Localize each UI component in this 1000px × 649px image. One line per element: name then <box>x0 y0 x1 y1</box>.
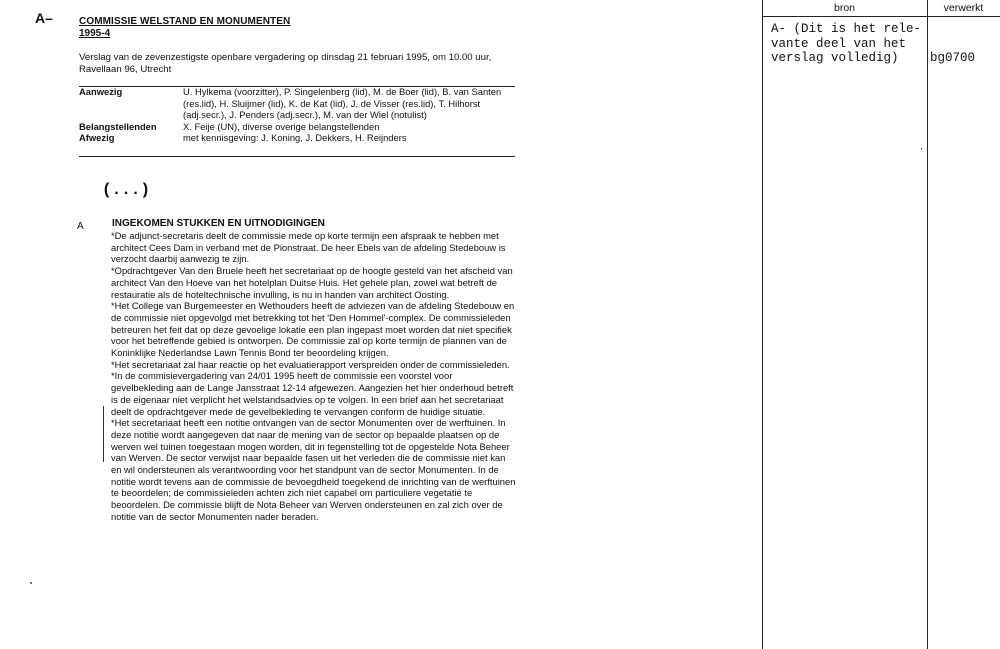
attendance-row <box>79 86 515 121</box>
attendance-value: U. Hylkema (voorzitter), P. Singelenberg (lid), M. de Boer (lid), B. van Santen (res.lid), H. Sluijmer (lid), K. de Kat (lid), J. de Visser (res.lid), T. Hilhorst (adj.secr.), J. Penders (adj.secr.), M. van der Wiel (notulist) <box>183 86 502 121</box>
section-item: *Het secretariaat heeft een notitie ontvangen van de sector Monumenten over de werftuinen. In deze notitie wordt aangegeven dat naar de mening van de sector op bepaalde plaatsen op de werven wel tuinen toegestaan mogen worden, dit in tegenstelling tot de opgestelde Nota Beheer van Werven. De sector verwijst naar bepaalde fasen uit het verleden die de commissie niet kan en wil ondersteunen als verantwoording voor het standpunt van de sector Monumenten. In de notitie wordt tevens aan de commissie de bevoegdheid toegekend de inrichting van de werftuinen te beoordelen; de commissieleden achten zich niet capabel om particuliere vegetatie te beoordelen. De commissie blijft de Nota Beheer van Werven ondersteunen en zal zich over de notitie van de sector Monumenten nader beraden. <box>111 417 516 522</box>
column-header-verwerkt: verwerkt <box>943 2 984 14</box>
attendance-value: met kennisgeving: J. Koning, J. Dekkers, H. Reijnders <box>183 132 407 144</box>
section-item: *Opdrachtgever Van den Bruele heeft het secretariaat op de hoogte gesteld van het afscheid van architect Van den Hoeve van het hotelplan Duitse Huis. Het gehele plan, zowel wat betreft de restauratie als de hoteltechnische invulling, is nu in handen van architect Oosting. <box>111 265 513 300</box>
attendance-bottom-rule <box>79 156 515 157</box>
ledger-left-border <box>762 0 763 649</box>
section-item: *Het secretariaat zal haar reactie op het evaluatierapport verspreiden onder de commissieleden. <box>111 358 510 370</box>
ledger-tick-mark <box>921 148 922 150</box>
section-body <box>111 230 516 523</box>
processed-code: bg0700 <box>930 51 976 65</box>
attendance-row <box>79 121 515 133</box>
scan-speck <box>30 582 32 584</box>
ledger-header-rule <box>762 16 1000 17</box>
omission-marker: (...) <box>102 181 151 199</box>
section-item: *De adjunct-secretaris deelt de commissie mede op korte termijn een afspraak te hebben met architect Cees Dam in verband met de Pionstraat. De heer Ebels van de afdeling Stedebouw is verzocht daarbij aanwezig te zijn. <box>111 230 506 265</box>
document-subtitle: 1995-4 <box>79 28 111 39</box>
column-header-bron: bron <box>833 2 855 14</box>
section-item: *In de commisievergadering van 24/01 1995 heeft de commissie een voorstel voor gevelbekleding aan de Lange Jansstraat 12-14 afgewezen. Aangezien het hier onderhoud betreft is de eigenaar niet verplicht het welstandsadvies op te volgen. In een brief aan het secretariaat deelt de opdrachtgever mede de gevelbekleding te vervangen conform de huidige situatie. <box>111 370 514 417</box>
margin-mark: A– <box>35 10 53 26</box>
ledger-column-divider <box>927 0 928 649</box>
source-reference-note: A- (Dit is het rele- vante deel van het verslag volledig) <box>771 22 922 65</box>
section-title: INGEKOMEN STUKKEN EN UITNODIGINGEN <box>112 218 325 229</box>
margin-change-bar <box>103 406 104 462</box>
attendance-row <box>79 132 515 144</box>
attendance-label: Belangstellenden <box>79 120 157 132</box>
attendance-value: X. Feije (UN), diverse overige belangstellenden <box>183 120 380 132</box>
attendance-table <box>79 86 515 144</box>
attendance-label: Afwezig <box>79 132 115 144</box>
document-title: COMMISSIE WELSTAND EN MONUMENTEN <box>79 16 291 27</box>
section-letter: A <box>77 221 84 232</box>
meeting-intro: Verslag van de zevenzestigste openbare vergadering op dinsdag 21 februari 1995, om 10.00 uur, Ravellaan 96, Utrecht <box>79 52 492 75</box>
attendance-label: Aanwezig <box>79 86 123 97</box>
section-item: *Het College van Burgemeester en Wethouders heeft de adviezen van de afdeling Stedebouw en de commissie niet opgevolgd met betrekking tot het 'Den Hommel'-complex. De commissieleden betreuren het feit dat op deze gevoelige lokatie een plan ingepast moet worden dat niet specifiek voor het betreffende gebied is ontworpen. De commissie zal op korte termijn de plannen van de Koninklijke Nederlandse Lawn Tennis Bond ter beoordeling krijgen. <box>111 300 515 359</box>
